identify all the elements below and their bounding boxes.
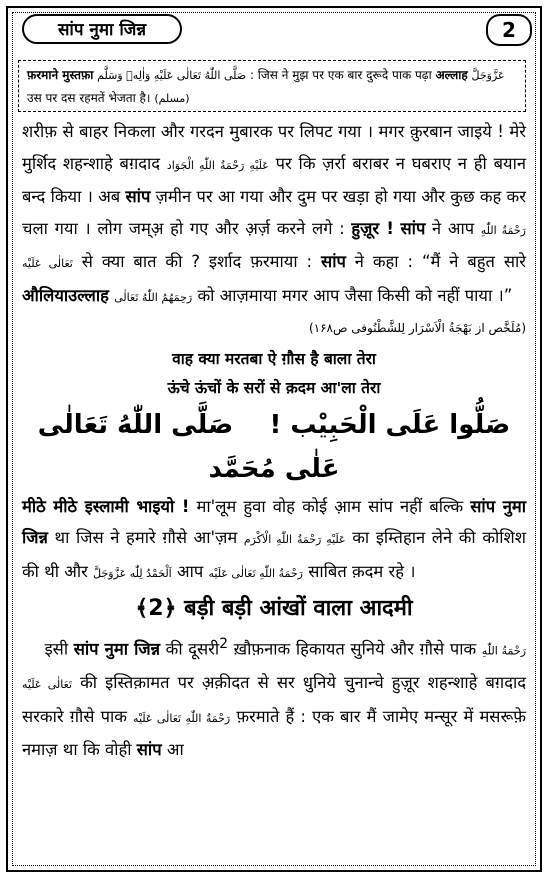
hadith-label: फ़रमाने मुस्तफ़ा — [27, 68, 94, 82]
text-segment: ने कहा : — [354, 252, 414, 271]
section-heading: ﴾2﴿ बड़ी बड़ी आंखों वाला आदमी — [135, 596, 413, 621]
keyword-saanp: सांप — [136, 740, 162, 759]
keyword-saanp: सांप — [125, 187, 151, 206]
honorific: رَحِمَهُمُ اللّٰهُ تَعَالٰى — [114, 290, 193, 304]
quote-segment: को आज़माया मगर आप जैसा किसी को नहीं पाया ।” — [197, 285, 513, 305]
keyword-huzoor: हुज़ूर ! — [351, 218, 394, 238]
honorific: رَحْمَةُ اللّٰهِ تَعَالٰى عَلَيْه — [208, 566, 303, 580]
honorific: عَلَيْهِ رَحْمَةُ اللّٰهِ الْجَوَاد — [166, 158, 269, 172]
text-segment: की दूसरी — [165, 639, 220, 659]
keyword-saanp-numa-jinn: सांप नुमा जिन्न — [22, 496, 526, 547]
hadith-box — [18, 60, 526, 112]
paragraph-3 — [22, 629, 526, 766]
honorific: عَلَيْهِ رَحْمَةُ اللّٰهِ الْاَكْرَم — [243, 533, 346, 546]
text-segment: साबित क़दम रहे । — [308, 561, 416, 581]
text-segment: ज़मीन पर आ गया और दुम पर खड़ा हो गया और कुछ कह कर चला गया । लोग जम्अ़ हो गए और अ़र्ज़ करने लगे : — [22, 187, 526, 238]
honorific: رَحْمَةُ اللّٰهِ تَعَالٰى عَلَيْه — [22, 223, 526, 270]
hadith-text-1: : जिस ने मुझ पर एक बार दुरूदे पाक पढ़ा — [249, 68, 432, 82]
text-segment: आप — [177, 561, 204, 581]
citation: (مُلَخَّص از بَهْجَةُ الْاَسْرَار لِلشَّطْنُوفی ص۱۶۸) — [308, 321, 526, 335]
text-segment: ने आप — [432, 218, 475, 238]
keyword-saanp-numa-jinn: सांप नुमा जिन्न — [73, 639, 161, 659]
salat-line — [22, 403, 526, 491]
honorific: رَحْمَةُ اللّٰهِ تَعَالٰى عَلَيْه — [133, 711, 231, 725]
text-segment: इसी — [44, 639, 69, 659]
text-segment: शरीफ़ से बाहर निकला और गरदन मुबारक पर लिपट गया । मगर क़ुरबान जाइये ! मेरे मुर्शिद शहन्शाहे बग़दाद — [22, 122, 526, 173]
text-segment: से क्या बात की ? इर्शाद फ़रमाया : — [81, 252, 313, 271]
keyword-auliya: औलियाउल्लाह — [22, 285, 109, 305]
hadith-text-2: उस पर दस रहमतें भेजता है। — [27, 91, 151, 105]
page-number: 2 — [486, 14, 532, 46]
text-segment: फ़रमाते हैं : एक बार मैं जामेए मन्सूर में मसरूफ़े नमाज़ था कि वोही — [22, 706, 527, 759]
paragraph-1 — [22, 116, 526, 345]
text-segment: था जिस ने हमारे ग़ौसे आ'ज़म — [54, 528, 238, 547]
hadith-salutation: صَلَّى اللّٰهُ تَعَالٰى عَلَيْهِ وَاٰلِهٖ وَسَلَّم — [97, 69, 247, 82]
quote-segment: “मैं ने बहुत सारे — [421, 252, 527, 271]
text-segment: का इम्तिहान लेने की कोशिश की थी और — [22, 528, 526, 581]
poem-line-1: वाह क्या मरतबा ऐ ग़ौस है बाला तेरा — [172, 349, 376, 368]
text-segment: की इस्तिक़ामत पर अ़क़ीदत से सर धुनिये चुनान्चे हुज़ूर शहन्शाहे बग़दाद सरकारे ग़ौसे पाक — [22, 673, 527, 726]
honorific: رَحْمَةُ اللّٰهِ تَعَالٰى عَلَيْه — [22, 644, 527, 691]
keyword-bhaiyo: मीठे मीठे इस्लामी भाइयो ! — [22, 496, 190, 516]
salat-left: صَلُّوا عَلَى الْحَبِيْب ! — [269, 409, 511, 440]
keyword-saanp: सांप — [400, 218, 426, 238]
hadith-allah: अल्लाह — [435, 68, 468, 82]
text-segment: पर कि ज़र्रा बराबर न घबराए न ही बयान बन्द किया । अब — [22, 153, 527, 206]
keyword-saanp: सांप — [321, 252, 346, 271]
text-segment: ख़ौफ़नाक हिकायत सुनिये और ग़ौसे पाक — [233, 639, 477, 659]
hadith-source: (مسلم) — [154, 92, 190, 105]
main-text — [22, 116, 526, 766]
text-segment: आ — [166, 740, 184, 759]
salat-right: صَلَّى اللّٰهُ تَعَالٰى عَلٰى مُحَمَّد — [37, 409, 340, 484]
hadith-azza: عَزَّوَجَلَّ — [471, 69, 505, 82]
poem-line-2: ऊंचे ऊंचों के सरों से क़दम आ'ला तेरा — [167, 378, 381, 397]
alhamdulillah: اَلْحَمْدُ لِلّٰه عَزَّوَجَلَّ — [93, 566, 172, 580]
footnote-marker: 2 — [219, 636, 228, 652]
poem — [22, 345, 526, 403]
text-segment: मा'लूम हुवा वोह कोई आ़म सांप नहीं बल्कि — [196, 496, 464, 516]
book-title: सांप नुमा जिन्न — [22, 14, 182, 44]
paragraph-2 — [22, 491, 526, 590]
